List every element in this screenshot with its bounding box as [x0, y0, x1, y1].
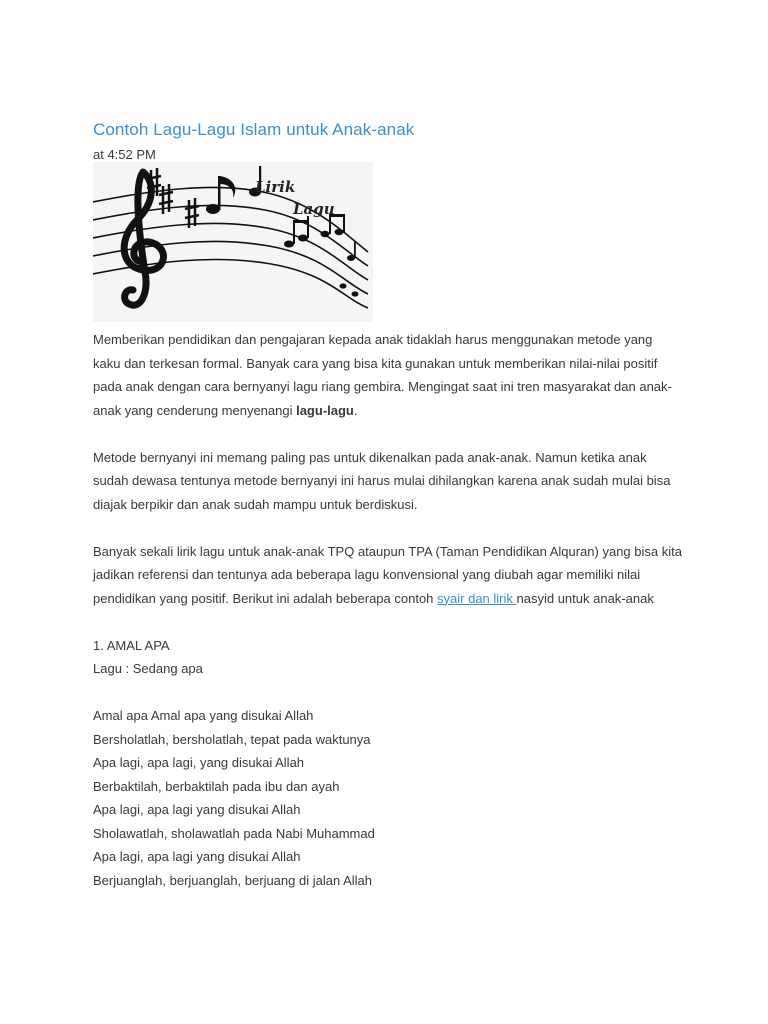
lyric-line: Apa lagi, apa lagi, yang disukai Allah — [93, 755, 305, 770]
lyric-line: Apa lagi, apa lagi yang disukai Allah — [93, 802, 301, 817]
lyric-line: Apa lagi, apa lagi yang disukai Allah — [93, 849, 301, 864]
song-header — [93, 634, 683, 681]
paragraph-3 — [93, 540, 683, 611]
post-title[interactable]: Contoh Lagu-Lagu Islam untuk Anak-anak — [93, 120, 415, 139]
paragraph-1-text: Memberikan pendidikan dan pengajaran kepada anak tidaklah harus menggunakan metode yang kaku dan terkesan formal. Banyak cara yang bisa kita gunakan untuk memberikan nilai-nilai positif pada anak dengan cara bernyanyi lagu riang gembira. Mengingat saat ini tren masyarakat dan anak-anak yang cenderung menyenangi — [93, 332, 672, 418]
paragraph-3-text: Banyak sekali lirik lagu untuk anak-anak TPQ ataupun TPA (Taman Pendidikan Alquran) yang bisa kita jadikan referensi dan tentunya ada beberapa lagu konvensional yang diubah agar memiliki nilai pendidikan yang positif. Berikut ini adalah beberapa contoh — [93, 543, 682, 606]
post-timestamp: at 4:52 PM — [93, 147, 156, 162]
lyric-line: Berbaktilah, berbaktilah pada ibu dan ayah — [93, 778, 340, 794]
paragraph-1-end: . — [353, 402, 358, 418]
song-lyrics — [93, 704, 683, 892]
song-heading: 1. AMAL APA — [93, 637, 170, 653]
lyric-line: Sholawatlah, sholawatlah pada Nabi Muhammad — [93, 825, 375, 841]
post-body — [93, 328, 683, 916]
image-text-lagu: Lagu — [293, 200, 335, 218]
paragraph-1 — [93, 328, 683, 422]
lyric-line: Bersholatlah, bersholatlah, tepat pada waktunya — [93, 731, 371, 747]
lirik-lagu-image — [93, 162, 373, 322]
lyric-line: Berjuanglah, berjuanglah, berjuang di jalan Allah — [93, 872, 372, 888]
paragraph-1-bold: lagu-lagu — [296, 402, 354, 418]
song-melody: Lagu : Sedang apa — [93, 661, 203, 676]
image-text-lirik: Lirik — [255, 178, 296, 196]
paragraph-3-end: nasyid untuk anak-anak — [516, 590, 654, 606]
paragraph-2: Metode bernyanyi ini memang paling pas untuk dikenalkan pada anak-anak. Namun ketika anak sudah dewasa tentunya metode bernyanyi ini harus mulai dihilangkan karena anak sudah mulai bisa diajak berpikir dan anak sudah mampu untuk berdiskusi. — [93, 449, 671, 512]
syair-lirik-link[interactable]: syair dan lirik — [437, 590, 517, 606]
lyric-line: Amal apa Amal apa yang disukai Allah — [93, 708, 314, 723]
